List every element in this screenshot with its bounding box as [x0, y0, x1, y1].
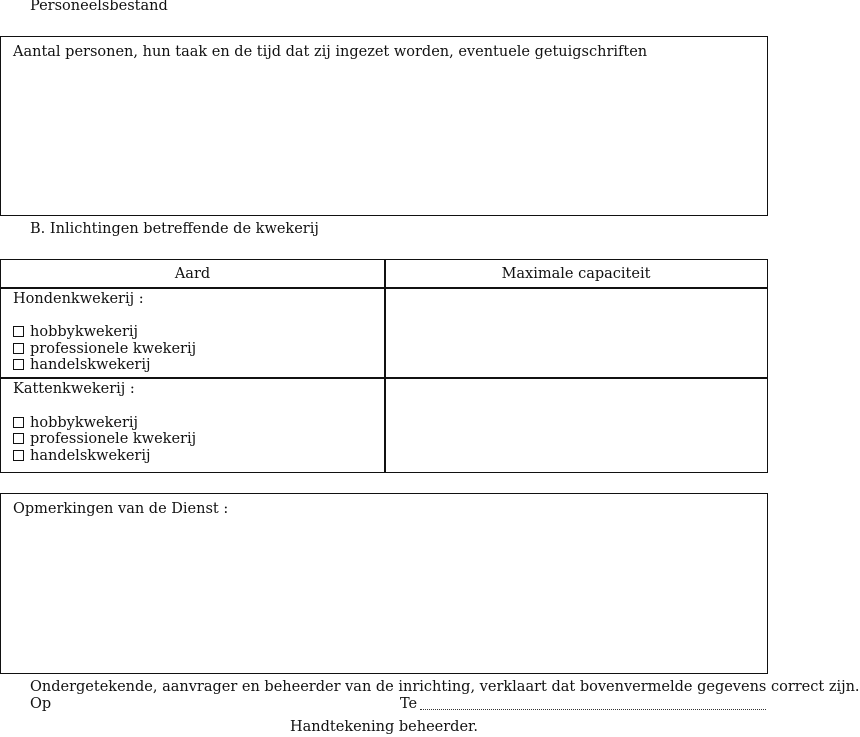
op-label: Op [30, 696, 52, 712]
header-aard: Aard [174, 266, 211, 282]
checkbox-icon[interactable] [13, 359, 24, 370]
checkbox-icon[interactable] [13, 433, 24, 444]
cat-option-hobby[interactable]: hobbykwekerij [13, 415, 138, 431]
personnel-box-text: Aantal personen, hun taak en de tijd dat zij ingezet worden, eventuele getuigschriften [13, 44, 648, 60]
dog-option-commercial[interactable]: handelskwekerij [13, 357, 150, 373]
te-dotted-line[interactable] [420, 699, 766, 710]
signature-label: Handtekening beheerder. [290, 719, 478, 735]
personnel-box [0, 36, 768, 216]
column-divider [384, 260, 386, 472]
cat-kennel-label: Kattenkwekerij : [13, 381, 135, 397]
header-max-capacity: Maximale capaciteit [501, 266, 651, 282]
row-divider [1, 377, 767, 379]
remarks-box [0, 493, 768, 674]
declaration-statement: Ondergetekende, aanvrager en beheerder van de inrichting, verklaart dat bovenvermelde gegevens correct zijn. [30, 679, 860, 695]
dog-kennel-label: Hondenkwekerij : [13, 291, 144, 307]
cat-option-professional[interactable]: professionele kwekerij [13, 431, 196, 447]
kennel-table [0, 259, 768, 473]
cat-option-commercial[interactable]: handelskwekerij [13, 448, 150, 464]
section-b-title: B. Inlichtingen betreffende de kwekerij [30, 221, 319, 237]
section-title: Personeelsbestand [30, 0, 168, 14]
remarks-label: Opmerkingen van de Dienst : [13, 501, 229, 517]
checkbox-icon[interactable] [13, 326, 24, 337]
dog-option-professional[interactable]: professionele kwekerij [13, 341, 196, 357]
header-divider [1, 287, 767, 289]
dog-option-hobby[interactable]: hobbykwekerij [13, 324, 138, 340]
checkbox-icon[interactable] [13, 450, 24, 461]
checkbox-icon[interactable] [13, 417, 24, 428]
te-label: Te [400, 696, 418, 712]
checkbox-icon[interactable] [13, 343, 24, 354]
